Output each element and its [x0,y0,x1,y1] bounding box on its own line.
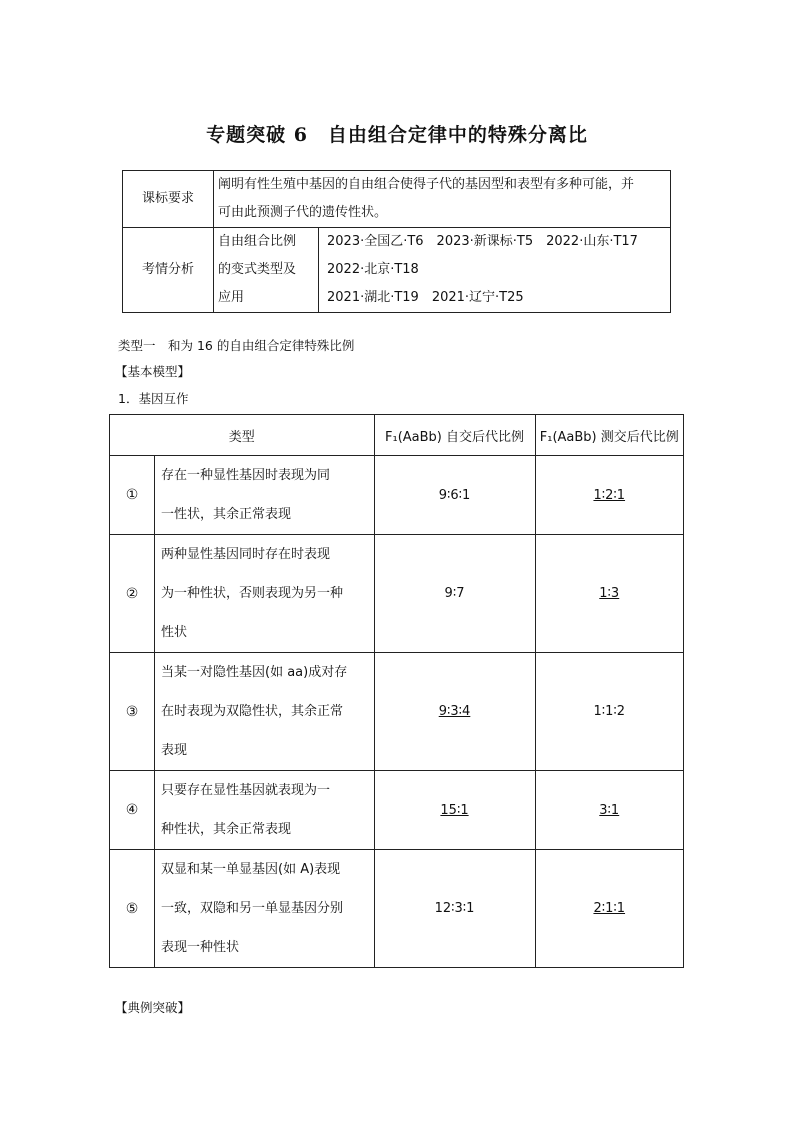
self-cross-ratio: 15∶1 [374,771,535,850]
table-header: F₁(AaBb) 测交后代比例 [535,415,683,456]
table-header: F₁(AaBb) 自交后代比例 [374,415,535,456]
row-description-line: 表现一种性状 [161,940,240,955]
self-cross-ratio: 9∶7 [374,535,535,653]
test-cross-ratio: 2∶1∶1 [535,850,683,968]
row-number: ③ [110,653,155,771]
test-cross-ratio: 1∶3 [535,535,683,653]
row-description-line: 一致，双隐和另一单显基因分别 [161,901,344,916]
row-number: ④ [110,771,155,850]
table-row [110,456,684,535]
requirement-text-line: 可由此预测子代的遗传性状。 [218,205,388,220]
requirement-label: 课标要求 [123,171,214,228]
section-heading: 【典例突破】 [115,1000,191,1015]
analysis-topic-line: 的变式类型及 [218,262,297,277]
page-title: 专题突破 6 自由组合定律中的特殊分离比 [206,124,588,146]
row-description-line: 存在一种显性基因时表现为同 [161,468,331,483]
section-heading: 1．基因互作 [118,391,189,406]
row-number: ② [110,535,155,653]
table-row [110,535,684,653]
self-cross-ratio: 9∶6∶1 [374,456,535,535]
row-description-line: 表现 [161,743,188,758]
exam-source-line: 2022·北京·T18 [327,262,419,277]
row-description-line: 两种显性基因同时存在时表现 [161,547,331,562]
table-row [110,850,684,968]
requirement-text-line: 阐明有性生殖中基因的自由组合使得子代的基因型和表型有多种可能，并 [218,177,635,192]
requirements-table [122,170,671,313]
row-description-line: 只要存在显性基因就表现为一 [161,783,331,798]
exam-source-line: 2023·全国乙·T6 2023·新课标·T5 2022·山东·T17 [327,234,638,249]
section-heading: 类型一 和为 16 的自由组合定律特殊比例 [118,338,355,353]
exam-source-line: 2021·湖北·T19 2021·辽宁·T25 [327,290,524,305]
test-cross-ratio: 1∶2∶1 [535,456,683,535]
row-description-line: 性状 [161,625,188,640]
gene-interaction-table [109,414,684,968]
row-number: ⑤ [110,850,155,968]
row-description-line: 在时表现为双隐性状，其余正常 [161,704,344,719]
table-row [110,653,684,771]
row-description-line: 一性状，其余正常表现 [161,507,292,522]
test-cross-ratio: 3∶1 [535,771,683,850]
analysis-label: 考情分析 [123,228,214,313]
table-header: 类型 [110,415,375,456]
test-cross-ratio: 1∶1∶2 [535,653,683,771]
row-description-line: 双显和某一单显基因(如 A)表现 [161,862,341,877]
row-number: ① [110,456,155,535]
self-cross-ratio: 9∶3∶4 [374,653,535,771]
row-description-line: 当某一对隐性基因(如 aa)成对存 [161,665,348,680]
analysis-topic-line: 应用 [218,290,245,305]
analysis-topic-line: 自由组合比例 [218,234,297,249]
table-row [110,771,684,850]
row-description-line: 为一种性状，否则表现为另一种 [161,586,344,601]
section-heading: 【基本模型】 [115,364,191,379]
row-description-line: 种性状，其余正常表现 [161,822,292,837]
self-cross-ratio: 12∶3∶1 [374,850,535,968]
